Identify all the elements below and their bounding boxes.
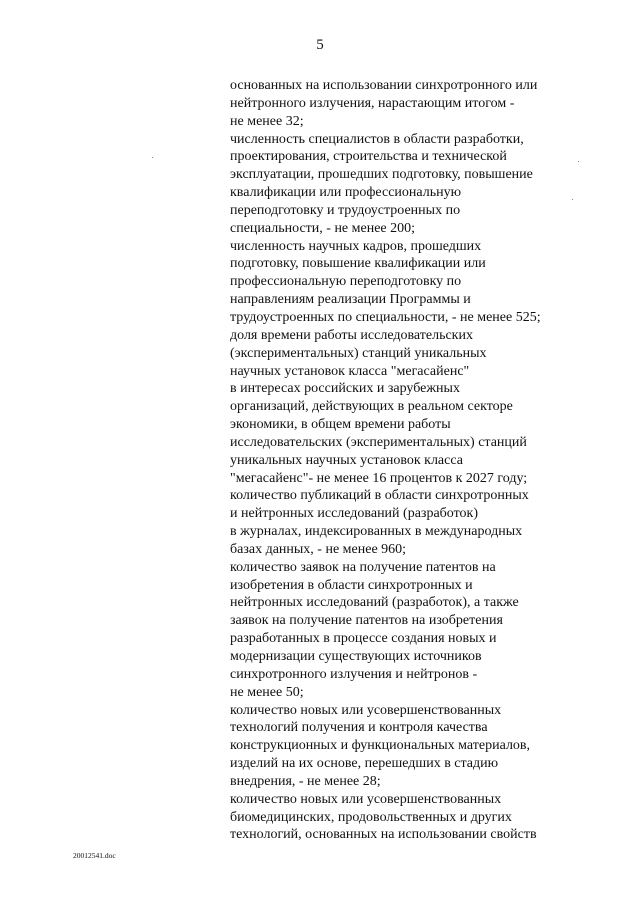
text-line: в журналах, индексированных в международных: [230, 524, 523, 540]
text-line: не менее 50;: [230, 684, 304, 700]
scan-speck: [152, 157, 153, 158]
scan-speck: [572, 199, 573, 200]
text-line: биомедицинских, продовольственных и других: [230, 809, 512, 825]
text-line: проектирования, строительства и технической: [230, 149, 507, 165]
text-line: нейтронного излучения, нарастающим итогом -: [230, 95, 515, 111]
text-line: количество новых или усовершенствованных: [230, 702, 502, 718]
text-line: заявок на получение патентов на изобретения: [230, 613, 503, 629]
text-line: синхротронного излучения и нейтронов -: [230, 666, 478, 682]
page-number: 5: [316, 37, 324, 53]
text-line: доля времени работы исследовательских: [230, 327, 473, 343]
text-line: количество новых или усовершенствованных: [230, 791, 502, 807]
text-line: специальности, - не менее 200;: [230, 220, 416, 236]
text-line: нейтронных исследований (разработок), а также: [230, 595, 519, 611]
text-line: подготовку, повышение квалификации или: [230, 256, 486, 272]
text-line: разработанных в процессе создания новых и: [230, 631, 497, 647]
text-line: организаций, действующих в реальном секторе: [230, 399, 513, 415]
text-line: количество публикаций в области синхротронных: [230, 488, 529, 504]
text-line: в интересах российских и зарубежных: [230, 381, 460, 397]
text-line: трудоустроенных по специальности, - не менее 525;: [230, 309, 541, 325]
body-text: [230, 77, 575, 844]
text-line: эксплуатации, прошедших подготовку, повышение: [230, 167, 533, 183]
text-line: изделий на их основе, перешедших в стадию: [230, 756, 499, 772]
text-line: "мегасайенс"- не менее 16 процентов к 2027 году;: [230, 470, 528, 486]
text-line: переподготовку и трудоустроенных по: [230, 202, 461, 218]
text-line: экономики, в общем времени работы: [230, 417, 451, 433]
text-line: модернизации существующих источников: [230, 649, 482, 664]
text-line: квалификации или профессиональную: [230, 185, 462, 201]
text-line: основанных на использовании синхротронного или: [230, 78, 538, 93]
text-line: не менее 32;: [230, 113, 304, 129]
text-line: внедрения, - не менее 28;: [230, 773, 381, 789]
text-line: уникальных научных установок класса: [230, 452, 463, 468]
text-line: научных установок класса "мегасайенс": [230, 363, 470, 379]
footer-filename: 20012541.doc: [73, 851, 116, 860]
text-line: направлениям реализации Программы и: [230, 292, 471, 308]
text-line: конструкционных и функциональных материалов,: [230, 738, 531, 754]
text-line: и нейтронных исследований (разработок): [230, 506, 479, 522]
text-line: изобретения в области синхротронных и: [230, 577, 473, 593]
text-line: базах данных, - не менее 960;: [230, 541, 407, 557]
text-line: технологий получения и контроля качества: [230, 720, 488, 736]
text-line: численность специалистов в области разработки,: [230, 131, 524, 147]
text-line: профессиональную переподготовку по: [230, 274, 462, 290]
text-line: количество заявок на получение патентов на: [230, 559, 496, 575]
text-line: (экспериментальных) станций уникальных: [230, 345, 487, 361]
text-line: численность научных кадров, прошедших: [230, 238, 482, 254]
text-line: технологий, основанных на использовании свойств: [230, 827, 537, 843]
text-line: исследовательских (экспериментальных) станций: [230, 434, 527, 450]
scan-speck: [578, 161, 579, 162]
